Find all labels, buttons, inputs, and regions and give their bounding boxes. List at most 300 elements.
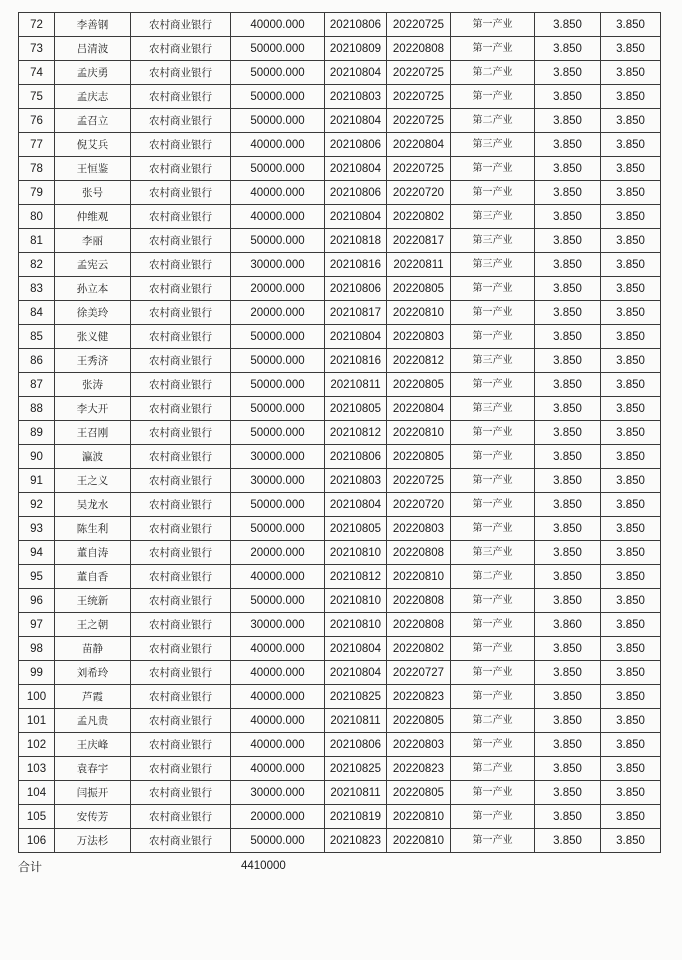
- table-row: [19, 253, 661, 277]
- start-date-cell: 20210825: [325, 757, 387, 781]
- bank-name-cell: 农村商业银行: [131, 661, 231, 685]
- loan-amount-cell: 20000.000: [231, 805, 325, 829]
- borrower-name-cell: 孟庆勇: [55, 61, 131, 85]
- start-date-cell: 20210804: [325, 61, 387, 85]
- bank-name-cell: 农村商业银行: [131, 757, 231, 781]
- start-date-cell: 20210804: [325, 109, 387, 133]
- row-number-cell: 100: [19, 685, 55, 709]
- bank-name-cell: 农村商业银行: [131, 637, 231, 661]
- borrower-name-cell: 孙立本: [55, 277, 131, 301]
- industry-cell: 第二产业: [451, 109, 535, 133]
- row-number-cell: 92: [19, 493, 55, 517]
- rate-2-cell: 3.850: [601, 781, 661, 805]
- end-date-cell: 20220810: [387, 421, 451, 445]
- start-date-cell: 20210812: [325, 565, 387, 589]
- bank-name-cell: 农村商业银行: [131, 829, 231, 853]
- start-date-cell: 20210809: [325, 37, 387, 61]
- bank-name-cell: 农村商业银行: [131, 517, 231, 541]
- bank-name-cell: 农村商业银行: [131, 589, 231, 613]
- loan-amount-cell: 30000.000: [231, 781, 325, 805]
- bank-name-cell: 农村商业银行: [131, 349, 231, 373]
- bank-name-cell: 农村商业银行: [131, 229, 231, 253]
- end-date-cell: 20220823: [387, 757, 451, 781]
- rate-1-cell: 3.850: [535, 301, 601, 325]
- borrower-name-cell: 安传芳: [55, 805, 131, 829]
- row-number-cell: 78: [19, 157, 55, 181]
- borrower-name-cell: 孟召立: [55, 109, 131, 133]
- row-number-cell: 97: [19, 613, 55, 637]
- row-number-cell: 75: [19, 85, 55, 109]
- bank-name-cell: 农村商业银行: [131, 13, 231, 37]
- rate-1-cell: 3.850: [535, 397, 601, 421]
- industry-cell: 第一产业: [451, 301, 535, 325]
- bank-name-cell: 农村商业银行: [131, 301, 231, 325]
- end-date-cell: 20220808: [387, 589, 451, 613]
- rate-1-cell: 3.850: [535, 373, 601, 397]
- start-date-cell: 20210804: [325, 325, 387, 349]
- rate-2-cell: 3.850: [601, 85, 661, 109]
- loan-amount-cell: 40000.000: [231, 205, 325, 229]
- rate-1-cell: 3.850: [535, 517, 601, 541]
- loan-amount-cell: 20000.000: [231, 541, 325, 565]
- row-number-cell: 79: [19, 181, 55, 205]
- rate-1-cell: 3.850: [535, 805, 601, 829]
- industry-cell: 第一产业: [451, 829, 535, 853]
- industry-cell: 第一产业: [451, 373, 535, 397]
- borrower-name-cell: 李大开: [55, 397, 131, 421]
- row-number-cell: 90: [19, 445, 55, 469]
- bank-name-cell: 农村商业银行: [131, 733, 231, 757]
- table-row: [19, 757, 661, 781]
- borrower-name-cell: 王召刚: [55, 421, 131, 445]
- rate-2-cell: 3.850: [601, 229, 661, 253]
- row-number-cell: 101: [19, 709, 55, 733]
- end-date-cell: 20220725: [387, 157, 451, 181]
- borrower-name-cell: 王之朝: [55, 613, 131, 637]
- loan-amount-cell: 30000.000: [231, 445, 325, 469]
- rate-2-cell: 3.850: [601, 61, 661, 85]
- borrower-name-cell: 孟庆志: [55, 85, 131, 109]
- row-number-cell: 74: [19, 61, 55, 85]
- start-date-cell: 20210804: [325, 661, 387, 685]
- row-number-cell: 94: [19, 541, 55, 565]
- rate-2-cell: 3.850: [601, 637, 661, 661]
- table-row: [19, 445, 661, 469]
- table-row: [19, 85, 661, 109]
- industry-cell: 第二产业: [451, 565, 535, 589]
- borrower-name-cell: 刘希玲: [55, 661, 131, 685]
- table-row: [19, 709, 661, 733]
- rate-2-cell: 3.850: [601, 685, 661, 709]
- loan-amount-cell: 50000.000: [231, 349, 325, 373]
- rate-1-cell: 3.850: [535, 421, 601, 445]
- rate-1-cell: 3.850: [535, 157, 601, 181]
- end-date-cell: 20220805: [387, 445, 451, 469]
- loan-amount-cell: 50000.000: [231, 325, 325, 349]
- start-date-cell: 20210819: [325, 805, 387, 829]
- bank-name-cell: 农村商业银行: [131, 565, 231, 589]
- rate-1-cell: 3.850: [535, 61, 601, 85]
- end-date-cell: 20220804: [387, 133, 451, 157]
- bank-name-cell: 农村商业银行: [131, 325, 231, 349]
- industry-cell: 第一产业: [451, 637, 535, 661]
- rate-1-cell: 3.850: [535, 661, 601, 685]
- rate-2-cell: 3.850: [601, 541, 661, 565]
- rate-2-cell: 3.850: [601, 469, 661, 493]
- borrower-name-cell: 倪艾兵: [55, 133, 131, 157]
- bank-name-cell: 农村商业银行: [131, 205, 231, 229]
- loan-amount-cell: 50000.000: [231, 589, 325, 613]
- bank-name-cell: 农村商业银行: [131, 253, 231, 277]
- rate-1-cell: 3.850: [535, 445, 601, 469]
- row-number-cell: 89: [19, 421, 55, 445]
- start-date-cell: 20210811: [325, 373, 387, 397]
- end-date-cell: 20220804: [387, 397, 451, 421]
- row-number-cell: 83: [19, 277, 55, 301]
- industry-cell: 第一产业: [451, 589, 535, 613]
- rate-1-cell: 3.850: [535, 37, 601, 61]
- end-date-cell: 20220725: [387, 13, 451, 37]
- loan-amount-cell: 40000.000: [231, 733, 325, 757]
- table-row: [19, 805, 661, 829]
- industry-cell: 第一产业: [451, 805, 535, 829]
- industry-cell: 第三产业: [451, 397, 535, 421]
- industry-cell: 第三产业: [451, 229, 535, 253]
- end-date-cell: 20220810: [387, 565, 451, 589]
- total-amount: 4410000: [241, 860, 286, 872]
- industry-cell: 第二产业: [451, 757, 535, 781]
- loan-amount-cell: 50000.000: [231, 61, 325, 85]
- table-row: [19, 61, 661, 85]
- table-row: [19, 661, 661, 685]
- end-date-cell: 20220805: [387, 781, 451, 805]
- table-row: [19, 829, 661, 853]
- table-row: [19, 733, 661, 757]
- loan-amount-cell: 50000.000: [231, 829, 325, 853]
- borrower-name-cell: 吴龙水: [55, 493, 131, 517]
- row-number-cell: 91: [19, 469, 55, 493]
- table-row: [19, 301, 661, 325]
- loan-amount-cell: 50000.000: [231, 109, 325, 133]
- borrower-name-cell: 芦霞: [55, 685, 131, 709]
- rate-2-cell: 3.850: [601, 805, 661, 829]
- end-date-cell: 20220823: [387, 685, 451, 709]
- rate-2-cell: 3.850: [601, 661, 661, 685]
- start-date-cell: 20210816: [325, 253, 387, 277]
- row-number-cell: 99: [19, 661, 55, 685]
- rate-2-cell: 3.850: [601, 301, 661, 325]
- industry-cell: 第一产业: [451, 613, 535, 637]
- industry-cell: 第一产业: [451, 157, 535, 181]
- loan-amount-cell: 40000.000: [231, 13, 325, 37]
- borrower-name-cell: 李丽: [55, 229, 131, 253]
- industry-cell: 第一产业: [451, 493, 535, 517]
- loan-amount-cell: 50000.000: [231, 421, 325, 445]
- borrower-name-cell: 王秀济: [55, 349, 131, 373]
- industry-cell: 第一产业: [451, 469, 535, 493]
- bank-name-cell: 农村商业银行: [131, 709, 231, 733]
- loan-amount-cell: 50000.000: [231, 397, 325, 421]
- borrower-name-cell: 苗静: [55, 637, 131, 661]
- industry-cell: 第一产业: [451, 277, 535, 301]
- table-row: [19, 469, 661, 493]
- industry-cell: 第一产业: [451, 517, 535, 541]
- bank-name-cell: 农村商业银行: [131, 685, 231, 709]
- bank-name-cell: 农村商业银行: [131, 397, 231, 421]
- bank-name-cell: 农村商业银行: [131, 373, 231, 397]
- row-number-cell: 82: [19, 253, 55, 277]
- start-date-cell: 20210816: [325, 349, 387, 373]
- rate-2-cell: 3.850: [601, 493, 661, 517]
- loan-amount-cell: 50000.000: [231, 37, 325, 61]
- row-number-cell: 86: [19, 349, 55, 373]
- borrower-name-cell: 陈生利: [55, 517, 131, 541]
- rate-1-cell: 3.850: [535, 757, 601, 781]
- rate-1-cell: 3.850: [535, 589, 601, 613]
- rate-2-cell: 3.850: [601, 373, 661, 397]
- borrower-name-cell: 闫振开: [55, 781, 131, 805]
- row-number-cell: 80: [19, 205, 55, 229]
- loan-amount-cell: 30000.000: [231, 613, 325, 637]
- start-date-cell: 20210810: [325, 541, 387, 565]
- rate-1-cell: 3.850: [535, 781, 601, 805]
- row-number-cell: 103: [19, 757, 55, 781]
- rate-2-cell: 3.850: [601, 757, 661, 781]
- table-row: [19, 205, 661, 229]
- rate-2-cell: 3.850: [601, 277, 661, 301]
- borrower-name-cell: 袁春宇: [55, 757, 131, 781]
- table-row: [19, 397, 661, 421]
- borrower-name-cell: 瀛波: [55, 445, 131, 469]
- start-date-cell: 20210810: [325, 589, 387, 613]
- table-row: [19, 181, 661, 205]
- rate-1-cell: 3.850: [535, 829, 601, 853]
- borrower-name-cell: 李善钢: [55, 13, 131, 37]
- industry-cell: 第三产业: [451, 205, 535, 229]
- start-date-cell: 20210806: [325, 133, 387, 157]
- table-row: [19, 685, 661, 709]
- bank-name-cell: 农村商业银行: [131, 541, 231, 565]
- industry-cell: 第一产业: [451, 37, 535, 61]
- rate-1-cell: 3.850: [535, 253, 601, 277]
- industry-cell: 第一产业: [451, 685, 535, 709]
- end-date-cell: 20220810: [387, 805, 451, 829]
- loan-amount-cell: 40000.000: [231, 181, 325, 205]
- table-row: [19, 421, 661, 445]
- loan-amount-cell: 40000.000: [231, 565, 325, 589]
- loan-table: [18, 12, 661, 853]
- borrower-name-cell: 孟凡贵: [55, 709, 131, 733]
- table-row: [19, 13, 661, 37]
- bank-name-cell: 农村商业银行: [131, 133, 231, 157]
- rate-2-cell: 3.850: [601, 37, 661, 61]
- row-number-cell: 105: [19, 805, 55, 829]
- bank-name-cell: 农村商业银行: [131, 37, 231, 61]
- industry-cell: 第三产业: [451, 253, 535, 277]
- table-row: [19, 613, 661, 637]
- table-row: [19, 133, 661, 157]
- rate-2-cell: 3.850: [601, 349, 661, 373]
- end-date-cell: 20220725: [387, 85, 451, 109]
- end-date-cell: 20220805: [387, 709, 451, 733]
- rate-2-cell: 3.850: [601, 325, 661, 349]
- rate-2-cell: 3.850: [601, 565, 661, 589]
- start-date-cell: 20210823: [325, 829, 387, 853]
- loan-amount-cell: 50000.000: [231, 157, 325, 181]
- table-row: [19, 325, 661, 349]
- loan-amount-cell: 50000.000: [231, 517, 325, 541]
- table-row: [19, 229, 661, 253]
- loan-amount-cell: 40000.000: [231, 133, 325, 157]
- loan-amount-cell: 30000.000: [231, 469, 325, 493]
- rate-1-cell: 3.850: [535, 685, 601, 709]
- bank-name-cell: 农村商业银行: [131, 469, 231, 493]
- rate-1-cell: 3.850: [535, 733, 601, 757]
- industry-cell: 第一产业: [451, 13, 535, 37]
- row-number-cell: 93: [19, 517, 55, 541]
- row-number-cell: 81: [19, 229, 55, 253]
- borrower-name-cell: 徐美玲: [55, 301, 131, 325]
- rate-1-cell: 3.850: [535, 565, 601, 589]
- borrower-name-cell: 孟宪云: [55, 253, 131, 277]
- end-date-cell: 20220817: [387, 229, 451, 253]
- table-row: [19, 565, 661, 589]
- borrower-name-cell: 董自香: [55, 565, 131, 589]
- industry-cell: 第一产业: [451, 85, 535, 109]
- row-number-cell: 95: [19, 565, 55, 589]
- loan-amount-cell: 20000.000: [231, 277, 325, 301]
- industry-cell: 第三产业: [451, 349, 535, 373]
- rate-2-cell: 3.850: [601, 109, 661, 133]
- bank-name-cell: 农村商业银行: [131, 157, 231, 181]
- row-number-cell: 85: [19, 325, 55, 349]
- end-date-cell: 20220720: [387, 181, 451, 205]
- start-date-cell: 20210804: [325, 157, 387, 181]
- start-date-cell: 20210804: [325, 493, 387, 517]
- start-date-cell: 20210817: [325, 301, 387, 325]
- industry-cell: 第二产业: [451, 709, 535, 733]
- start-date-cell: 20210806: [325, 445, 387, 469]
- table-row: [19, 109, 661, 133]
- start-date-cell: 20210806: [325, 733, 387, 757]
- row-number-cell: 87: [19, 373, 55, 397]
- rate-1-cell: 3.850: [535, 205, 601, 229]
- rate-1-cell: 3.850: [535, 109, 601, 133]
- row-number-cell: 76: [19, 109, 55, 133]
- borrower-name-cell: 张号: [55, 181, 131, 205]
- table-row: [19, 541, 661, 565]
- borrower-name-cell: 吕清波: [55, 37, 131, 61]
- table-row: [19, 637, 661, 661]
- end-date-cell: 20220805: [387, 277, 451, 301]
- industry-cell: 第一产业: [451, 661, 535, 685]
- end-date-cell: 20220808: [387, 37, 451, 61]
- borrower-name-cell: 张义健: [55, 325, 131, 349]
- industry-cell: 第三产业: [451, 133, 535, 157]
- end-date-cell: 20220808: [387, 613, 451, 637]
- rate-1-cell: 3.860: [535, 613, 601, 637]
- rate-1-cell: 3.850: [535, 229, 601, 253]
- bank-name-cell: 农村商业银行: [131, 61, 231, 85]
- start-date-cell: 20210806: [325, 181, 387, 205]
- loan-amount-cell: 50000.000: [231, 229, 325, 253]
- start-date-cell: 20210803: [325, 85, 387, 109]
- loan-amount-cell: 20000.000: [231, 301, 325, 325]
- bank-name-cell: 农村商业银行: [131, 493, 231, 517]
- loan-amount-cell: 50000.000: [231, 373, 325, 397]
- start-date-cell: 20210825: [325, 685, 387, 709]
- start-date-cell: 20210803: [325, 469, 387, 493]
- row-number-cell: 88: [19, 397, 55, 421]
- start-date-cell: 20210804: [325, 637, 387, 661]
- end-date-cell: 20220720: [387, 493, 451, 517]
- rate-1-cell: 3.850: [535, 13, 601, 37]
- start-date-cell: 20210805: [325, 397, 387, 421]
- loan-amount-cell: 30000.000: [231, 253, 325, 277]
- row-number-cell: 73: [19, 37, 55, 61]
- end-date-cell: 20220802: [387, 205, 451, 229]
- industry-cell: 第一产业: [451, 181, 535, 205]
- start-date-cell: 20210811: [325, 709, 387, 733]
- rate-1-cell: 3.850: [535, 493, 601, 517]
- industry-cell: 第一产业: [451, 781, 535, 805]
- end-date-cell: 20220810: [387, 829, 451, 853]
- start-date-cell: 20210806: [325, 13, 387, 37]
- row-number-cell: 77: [19, 133, 55, 157]
- rate-2-cell: 3.850: [601, 445, 661, 469]
- rate-1-cell: 3.850: [535, 349, 601, 373]
- rate-2-cell: 3.850: [601, 157, 661, 181]
- rate-2-cell: 3.850: [601, 517, 661, 541]
- start-date-cell: 20210810: [325, 613, 387, 637]
- loan-amount-cell: 40000.000: [231, 709, 325, 733]
- rate-2-cell: 3.850: [601, 253, 661, 277]
- end-date-cell: 20220803: [387, 325, 451, 349]
- rate-1-cell: 3.850: [535, 85, 601, 109]
- end-date-cell: 20220803: [387, 517, 451, 541]
- start-date-cell: 20210818: [325, 229, 387, 253]
- bank-name-cell: 农村商业银行: [131, 805, 231, 829]
- bank-name-cell: 农村商业银行: [131, 85, 231, 109]
- borrower-name-cell: 万法杉: [55, 829, 131, 853]
- bank-name-cell: 农村商业银行: [131, 781, 231, 805]
- bank-name-cell: 农村商业银行: [131, 109, 231, 133]
- industry-cell: 第一产业: [451, 445, 535, 469]
- borrower-name-cell: 王恒鉴: [55, 157, 131, 181]
- rate-2-cell: 3.850: [601, 589, 661, 613]
- start-date-cell: 20210812: [325, 421, 387, 445]
- row-number-cell: 98: [19, 637, 55, 661]
- industry-cell: 第一产业: [451, 325, 535, 349]
- borrower-name-cell: 王之义: [55, 469, 131, 493]
- rate-2-cell: 3.850: [601, 13, 661, 37]
- end-date-cell: 20220812: [387, 349, 451, 373]
- borrower-name-cell: 王统新: [55, 589, 131, 613]
- borrower-name-cell: 张涛: [55, 373, 131, 397]
- rate-2-cell: 3.850: [601, 205, 661, 229]
- borrower-name-cell: 仲维观: [55, 205, 131, 229]
- start-date-cell: 20210806: [325, 277, 387, 301]
- rate-1-cell: 3.850: [535, 541, 601, 565]
- table-row: [19, 37, 661, 61]
- borrower-name-cell: 董自涛: [55, 541, 131, 565]
- rate-1-cell: 3.850: [535, 133, 601, 157]
- end-date-cell: 20220725: [387, 61, 451, 85]
- bank-name-cell: 农村商业银行: [131, 421, 231, 445]
- table-row: [19, 517, 661, 541]
- bank-name-cell: 农村商业银行: [131, 181, 231, 205]
- rate-1-cell: 3.850: [535, 181, 601, 205]
